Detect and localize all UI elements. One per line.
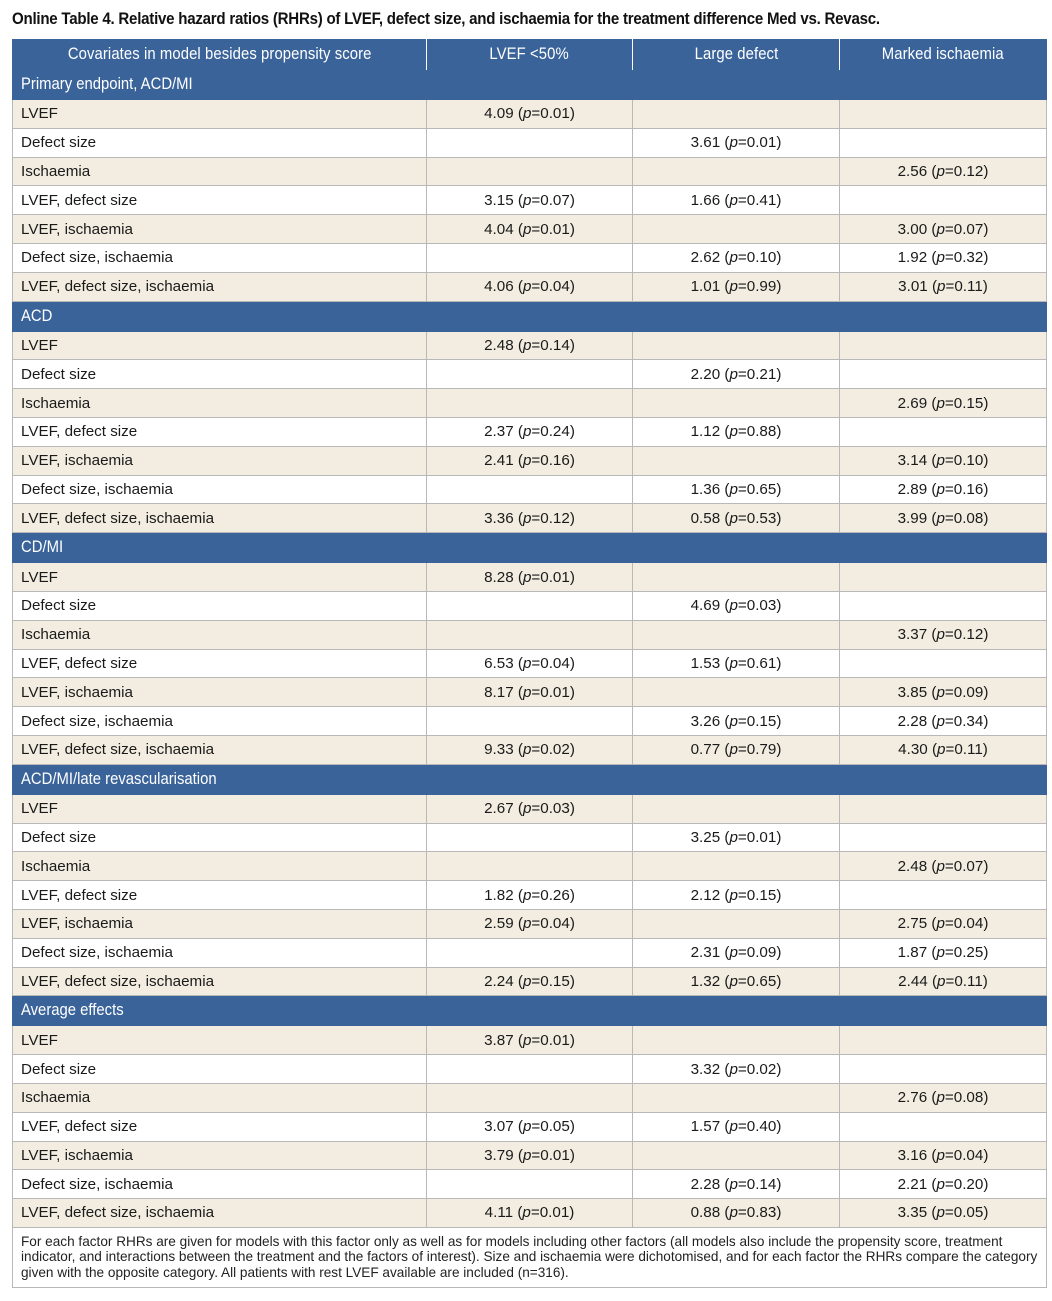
cell-defect: 2.28 (p=0.14) [633,1170,840,1199]
row-label: LVEF, defect size, ischaemia [13,504,427,533]
cell-lvef [427,475,633,504]
section-title: Average effects [13,996,1047,1026]
cell-isch [840,417,1047,446]
cell-lvef: 4.06 (p=0.04) [427,272,633,301]
cell-lvef [427,1083,633,1112]
row-label: LVEF, defect size, ischaemia [13,967,427,996]
cell-lvef: 2.67 (p=0.03) [427,794,633,823]
table-row [13,852,1047,881]
row-label: LVEF [13,563,427,592]
cell-defect [633,389,840,418]
cell-lvef [427,389,633,418]
cell-defect: 3.25 (p=0.01) [633,823,840,852]
cell-defect: 3.61 (p=0.01) [633,128,840,157]
section-row [13,764,1047,794]
table-row [13,967,1047,996]
row-label: LVEF, ischaemia [13,446,427,475]
table-row [13,1026,1047,1055]
cell-lvef [427,1170,633,1199]
header-large-defect: Large defect [633,40,840,70]
table-row [13,1170,1047,1199]
cell-isch: 4.30 (p=0.11) [840,735,1047,764]
cell-isch: 3.35 (p=0.05) [840,1199,1047,1228]
table-row [13,243,1047,272]
cell-defect [633,215,840,244]
row-label: LVEF, defect size [13,186,427,215]
cell-defect [633,1083,840,1112]
cell-lvef: 4.11 (p=0.01) [427,1199,633,1228]
cell-isch: 2.44 (p=0.11) [840,967,1047,996]
cell-isch [840,1112,1047,1141]
table-row [13,186,1047,215]
table-row [13,678,1047,707]
row-label: LVEF, ischaemia [13,1141,427,1170]
cell-lvef: 8.28 (p=0.01) [427,563,633,592]
row-label: LVEF, defect size [13,649,427,678]
table-row [13,1083,1047,1112]
cell-lvef: 2.59 (p=0.04) [427,909,633,938]
table-row [13,215,1047,244]
cell-lvef: 3.36 (p=0.12) [427,504,633,533]
table-row [13,389,1047,418]
table-row [13,504,1047,533]
row-label: Ischaemia [13,157,427,186]
row-label: LVEF, ischaemia [13,678,427,707]
row-label: LVEF, defect size, ischaemia [13,272,427,301]
cell-lvef: 4.04 (p=0.01) [427,215,633,244]
cell-lvef: 2.41 (p=0.16) [427,446,633,475]
cell-defect: 1.01 (p=0.99) [633,272,840,301]
rhr-table [12,39,1047,1288]
table-row [13,100,1047,129]
header-marked-ischaemia: Marked ischaemia [840,40,1047,70]
cell-isch: 3.00 (p=0.07) [840,215,1047,244]
cell-lvef: 9.33 (p=0.02) [427,735,633,764]
table-row [13,881,1047,910]
cell-lvef: 2.48 (p=0.14) [427,331,633,360]
cell-isch [840,100,1047,129]
cell-lvef [427,360,633,389]
cell-isch: 3.99 (p=0.08) [840,504,1047,533]
section-row [13,996,1047,1026]
cell-lvef: 2.24 (p=0.15) [427,967,633,996]
cell-lvef [427,852,633,881]
cell-isch [840,360,1047,389]
section-row [13,301,1047,331]
row-label: Defect size [13,823,427,852]
cell-isch [840,331,1047,360]
table-row [13,331,1047,360]
row-label: Defect size, ischaemia [13,475,427,504]
cell-isch: 2.28 (p=0.34) [840,707,1047,736]
section-title: ACD/MI/late revascularisation [13,764,1047,794]
cell-isch [840,881,1047,910]
table-row [13,360,1047,389]
row-label: Ischaemia [13,852,427,881]
cell-lvef: 3.07 (p=0.05) [427,1112,633,1141]
row-label: Defect size, ischaemia [13,243,427,272]
cell-isch: 3.16 (p=0.04) [840,1141,1047,1170]
section-row [13,533,1047,563]
cell-isch: 3.14 (p=0.10) [840,446,1047,475]
cell-isch: 1.87 (p=0.25) [840,938,1047,967]
row-label: Defect size [13,1055,427,1084]
table-row [13,1112,1047,1141]
cell-defect: 3.32 (p=0.02) [633,1055,840,1084]
cell-defect: 1.53 (p=0.61) [633,649,840,678]
cell-isch: 2.89 (p=0.16) [840,475,1047,504]
cell-isch: 2.56 (p=0.12) [840,157,1047,186]
table-body [13,70,1047,1228]
cell-lvef [427,707,633,736]
row-label: Defect size, ischaemia [13,707,427,736]
row-label: Defect size, ischaemia [13,938,427,967]
cell-defect [633,620,840,649]
table-row [13,157,1047,186]
table-row [13,272,1047,301]
header-lvef: LVEF <50% [427,40,633,70]
table-row [13,649,1047,678]
cell-lvef [427,823,633,852]
row-label: LVEF, defect size, ischaemia [13,735,427,764]
table-row [13,563,1047,592]
row-label: LVEF [13,794,427,823]
cell-defect [633,852,840,881]
cell-lvef: 8.17 (p=0.01) [427,678,633,707]
row-label: Defect size [13,128,427,157]
row-label: Ischaemia [13,1083,427,1112]
cell-defect [633,794,840,823]
cell-lvef [427,243,633,272]
cell-lvef: 3.87 (p=0.01) [427,1026,633,1055]
cell-defect: 2.31 (p=0.09) [633,938,840,967]
cell-defect: 0.77 (p=0.79) [633,735,840,764]
header-covariates: Covariates in model besides propensity score [13,40,427,70]
cell-defect: 4.69 (p=0.03) [633,591,840,620]
table-row [13,823,1047,852]
cell-defect [633,1026,840,1055]
cell-defect: 0.88 (p=0.83) [633,1199,840,1228]
cell-isch [840,1055,1047,1084]
cell-lvef: 3.79 (p=0.01) [427,1141,633,1170]
cell-lvef: 3.15 (p=0.07) [427,186,633,215]
cell-defect: 0.58 (p=0.53) [633,504,840,533]
cell-isch: 2.76 (p=0.08) [840,1083,1047,1112]
table-row [13,1141,1047,1170]
cell-defect [633,331,840,360]
cell-defect: 1.57 (p=0.40) [633,1112,840,1141]
cell-isch [840,186,1047,215]
table-row [13,475,1047,504]
cell-defect: 2.20 (p=0.21) [633,360,840,389]
table-row [13,1199,1047,1228]
row-label: LVEF, defect size [13,417,427,446]
table-footnote: For each factor RHRs are given for models with this factor only as well as for models including other factors (all models also include the propensity score, treatment indicator, and interactions between the treatment and the factors of interest). Size and ischaemia were dichotomised, and for each factor the RHRs compare the category given with the opposite category. All patients with rest LVEF available are included (n=316). [13,1227,1047,1287]
table-header [13,40,1047,70]
cell-lvef [427,938,633,967]
cell-defect [633,563,840,592]
cell-isch [840,1026,1047,1055]
table-row [13,794,1047,823]
cell-lvef [427,591,633,620]
cell-isch [840,128,1047,157]
cell-isch: 3.85 (p=0.09) [840,678,1047,707]
row-label: Ischaemia [13,620,427,649]
table-row [13,707,1047,736]
cell-isch: 3.37 (p=0.12) [840,620,1047,649]
section-title: Primary endpoint, ACD/MI [13,70,1047,100]
table-row [13,620,1047,649]
cell-lvef [427,157,633,186]
cell-defect [633,678,840,707]
cell-isch: 2.48 (p=0.07) [840,852,1047,881]
table-row [13,128,1047,157]
row-label: LVEF, ischaemia [13,909,427,938]
row-label: Defect size [13,360,427,389]
cell-isch: 3.01 (p=0.11) [840,272,1047,301]
cell-lvef: 1.82 (p=0.26) [427,881,633,910]
section-row [13,70,1047,100]
table-row [13,446,1047,475]
cell-isch [840,591,1047,620]
cell-defect [633,446,840,475]
cell-isch: 2.75 (p=0.04) [840,909,1047,938]
cell-defect [633,1141,840,1170]
cell-defect: 1.32 (p=0.65) [633,967,840,996]
section-title: CD/MI [13,533,1047,563]
cell-lvef: 4.09 (p=0.01) [427,100,633,129]
table-row [13,938,1047,967]
cell-defect: 1.12 (p=0.88) [633,417,840,446]
section-title: ACD [13,301,1047,331]
cell-isch [840,649,1047,678]
cell-lvef: 2.37 (p=0.24) [427,417,633,446]
row-label: Ischaemia [13,389,427,418]
row-label: LVEF, defect size [13,1112,427,1141]
table-row [13,1055,1047,1084]
cell-defect [633,100,840,129]
row-label: LVEF, ischaemia [13,215,427,244]
cell-defect: 1.36 (p=0.65) [633,475,840,504]
cell-defect [633,909,840,938]
row-label: LVEF [13,331,427,360]
cell-defect [633,157,840,186]
row-label: LVEF, defect size [13,881,427,910]
cell-lvef [427,620,633,649]
cell-isch: 2.21 (p=0.20) [840,1170,1047,1199]
cell-lvef [427,128,633,157]
row-label: LVEF [13,1026,427,1055]
cell-isch: 2.69 (p=0.15) [840,389,1047,418]
table-caption: Online Table 4. Relative hazard ratios (RHRs) of LVEF, defect size, and ischaemia for the treatment difference Med vs. Revasc. [12,10,880,28]
table-row [13,591,1047,620]
cell-isch [840,563,1047,592]
cell-isch [840,794,1047,823]
table-row [13,909,1047,938]
row-label: LVEF, defect size, ischaemia [13,1199,427,1228]
cell-isch: 1.92 (p=0.32) [840,243,1047,272]
cell-defect: 3.26 (p=0.15) [633,707,840,736]
cell-defect: 1.66 (p=0.41) [633,186,840,215]
table-row [13,417,1047,446]
cell-lvef [427,1055,633,1084]
table-row [13,735,1047,764]
row-label: Defect size, ischaemia [13,1170,427,1199]
row-label: Defect size [13,591,427,620]
row-label: LVEF [13,100,427,129]
cell-lvef: 6.53 (p=0.04) [427,649,633,678]
cell-defect: 2.12 (p=0.15) [633,881,840,910]
cell-defect: 2.62 (p=0.10) [633,243,840,272]
cell-isch [840,823,1047,852]
